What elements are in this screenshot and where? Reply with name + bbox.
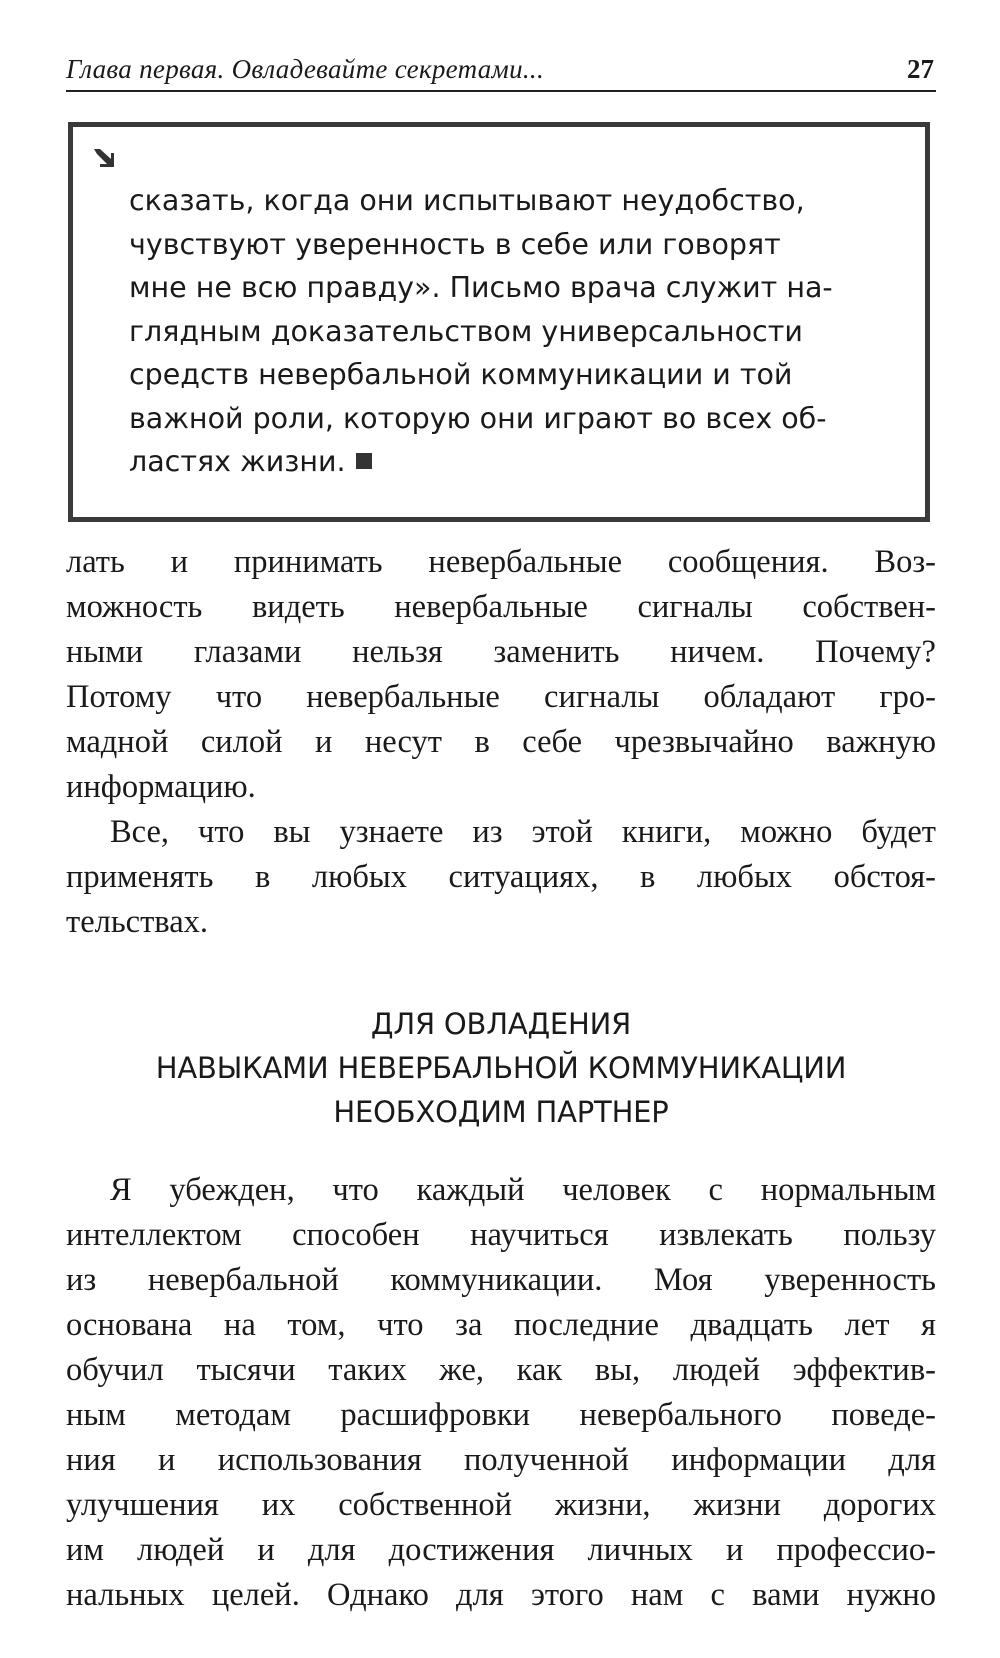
chapter-title: Глава первая. Овладевайте секретами... [66, 54, 545, 84]
paragraph-line: ными глазами нельзя заменить ничем. Почему? [66, 634, 936, 670]
paragraph-line: ния и использования полученной информации для [66, 1442, 936, 1478]
paragraph-line: ным методам расшифровки невербального поведе- [66, 1397, 936, 1433]
paragraph-line: можность видеть невербальные сигналы собствен- [66, 589, 936, 625]
paragraph-line: Все, что вы узнаете из этой книги, можно будет [110, 814, 936, 850]
page-number: 27 [907, 54, 934, 84]
heading-line: ДЛЯ ОВЛАДЕНИЯ [370, 1007, 632, 1041]
sidebar-line-last [129, 440, 937, 484]
running-header [66, 52, 936, 92]
sidebar-box [68, 122, 930, 522]
paragraph-line: информацию. [66, 769, 256, 805]
paragraph-line: мадной силой и несут в себе чрезвычайно важную [66, 724, 936, 760]
paragraph-line: обучил тысячи таких же, как вы, людей эффектив- [66, 1352, 936, 1388]
paragraph-line: улучшения их собственной жизни, жизни дорогих [66, 1487, 936, 1523]
paragraph-line: применять в любых ситуациях, в любых обстоя- [66, 859, 936, 895]
paragraph-line: интеллектом способен научиться извлекать пользу [66, 1217, 936, 1253]
paragraph-line: основана на том, что за последние двадцать лет я [66, 1307, 936, 1343]
heading-line: НАВЫКАМИ НЕВЕРБАЛЬНОЙ КОММУНИКАЦИИ [155, 1051, 847, 1085]
paragraph-line: Потому что невербальные сигналы обладают гро- [66, 679, 936, 715]
paragraph-line: из невербальной коммуникации. Моя уверенность [66, 1262, 936, 1298]
sidebar-line: глядным доказательством универсальности [129, 314, 803, 348]
sidebar-text [129, 179, 937, 484]
paragraph-line: тельствах. [66, 904, 209, 940]
end-mark-icon [356, 453, 372, 469]
sidebar-line: важной роли, которую они играют во всех об- [129, 401, 827, 435]
sidebar-line: сказать, когда они испытывают неудобство, [129, 184, 805, 217]
heading-line: НЕОБХОДИМ ПАРТНЕР [333, 1095, 669, 1129]
paragraph-3 [66, 1168, 936, 1618]
paragraph-line: им людей и для достижения личных и профессио- [66, 1532, 936, 1568]
sidebar-line: чувствуют уверенность в себе или говорят [129, 227, 781, 261]
sidebar-line: мне не всю правду». Письмо врача служит на- [129, 271, 833, 304]
section-heading [66, 1002, 936, 1134]
paragraph-line: лать и принимать невербальные сообщения. Воз- [66, 544, 936, 580]
paragraph-line: нальных целей. Однако для этого нам с вами нужно [66, 1577, 936, 1613]
arrow-down-right-icon [91, 145, 115, 169]
sidebar-line: средств невербальной коммуникации и той [129, 358, 793, 391]
paragraph-line: Я убежден, что каждый человек с нормальным [110, 1172, 936, 1208]
paragraph-2 [66, 810, 936, 945]
paragraph-1 [66, 540, 936, 810]
sidebar-line-text: ластях жизни. [129, 445, 346, 478]
